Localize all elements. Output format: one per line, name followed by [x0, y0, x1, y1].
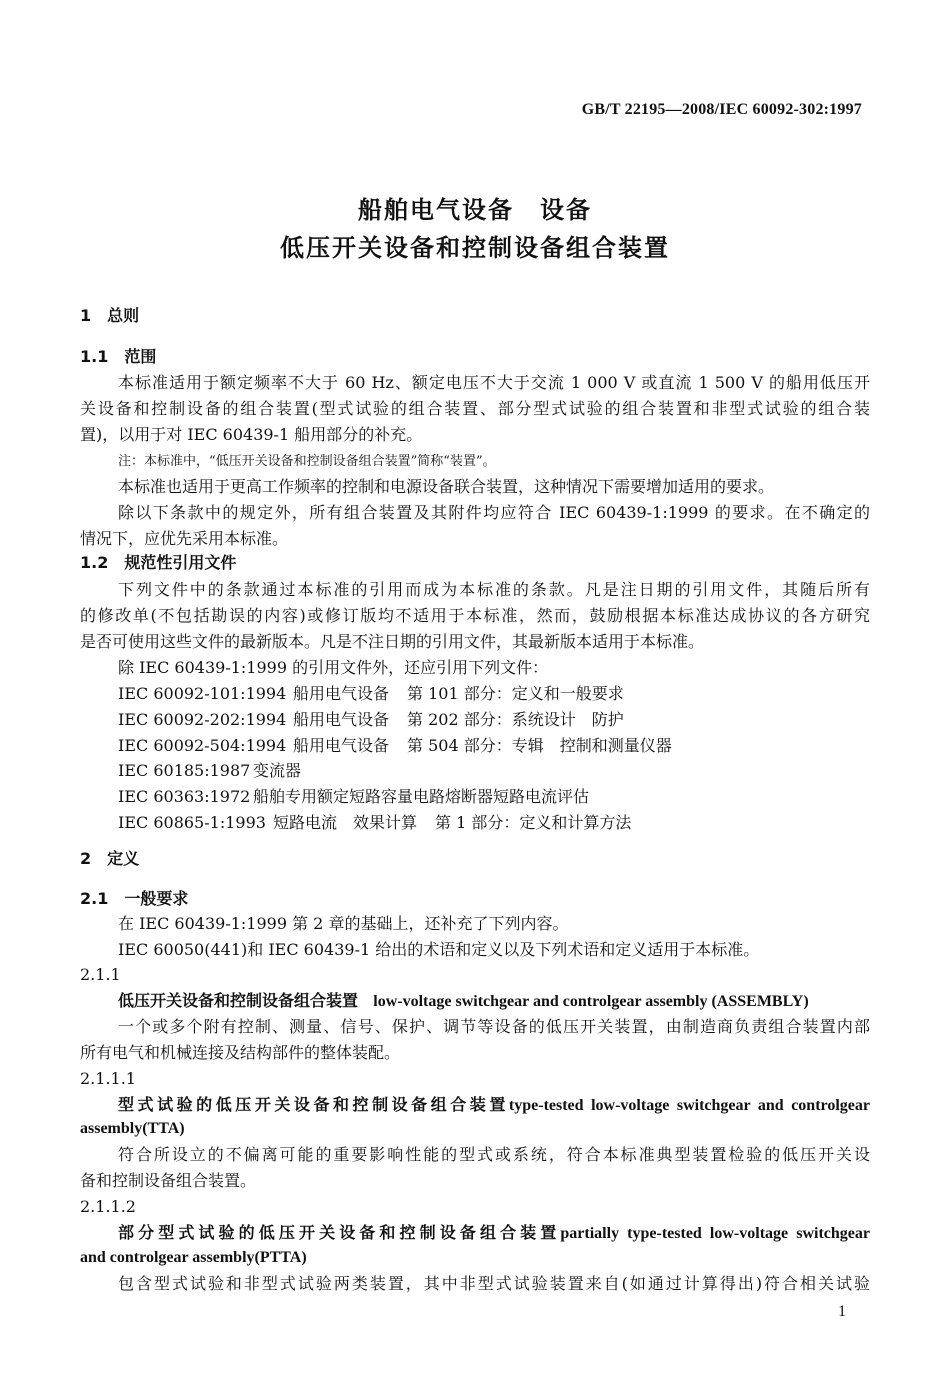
reference-id: IEC 60865-1:1993 — [118, 813, 266, 832]
paragraph-references-intro: 除 IEC 60439-1:1999 的引用文件外，还应引用下列文件： — [118, 658, 549, 677]
reference-id: IEC 60092-101:1994 — [118, 684, 287, 703]
term-cn: 型式试验的低压开关设备和控制设备组合装置 — [118, 1095, 509, 1114]
reference-id: IEC 60363:1972 — [118, 787, 251, 806]
reference-item — [118, 709, 870, 731]
term-ptta-line-1 — [118, 1222, 870, 1245]
reference-title: 短路电流 效果计算 — [273, 813, 418, 832]
reference-title: 变流器 — [253, 761, 302, 780]
paragraph-scope-line-1: 本标准适用于额定频率不大于 60 Hz、额定电压不大于交流 1 000 V 或直流 1 500 V 的船用低压开 — [118, 373, 870, 392]
term-ptta-line-2: and controlgear assembly(PTTA) — [80, 1249, 307, 1266]
reference-title: 船用电气设备 — [293, 710, 390, 729]
standard-number: GB/T 22195—2008/IEC 60092-302:1997 — [581, 101, 862, 118]
reference-item — [118, 812, 870, 834]
section-2-1-heading: 2.1 一般要求 — [80, 889, 189, 908]
section-1-2-heading: 1.2 规范性引用文件 — [80, 553, 237, 572]
paragraph-normative-line-3: 是否可使用这些文件的最新版本。凡是不注日期的引用文件，其最新版本适用于本标准。 — [80, 632, 705, 651]
definition-ptta-line-1: 包含型式试验和非型式试验两类装置，其中非型式试验装置来自(如通过计算得出)符合相关试验 — [118, 1274, 870, 1293]
title-line-1: 船舶电气设备 设备 — [358, 196, 592, 224]
term-cn: 部分型式试验的低压开关设备和控制设备组合装置 — [118, 1223, 561, 1242]
clause-number-2-1-1-1: 2.1.1.1 — [80, 1069, 136, 1088]
paragraph-general-1: 在 IEC 60439-1:1999 第 2 章的基础上，还补充了下列内容。 — [118, 914, 569, 933]
reference-title: 船用电气设备 — [293, 684, 390, 703]
term-en: partially type-tested low-voltage switchgear — [560, 1225, 870, 1242]
term-assembly — [118, 990, 870, 1013]
reference-title: 船舶专用额定短路容量电路熔断器短路电流评估 — [253, 787, 590, 806]
reference-part: 第 1 部分：定义和计算方法 — [435, 813, 632, 832]
section-1-heading: 1 总则 — [80, 306, 140, 325]
clause-number-2-1-1-2: 2.1.1.2 — [80, 1197, 136, 1216]
paragraph-compliance-line-2: 情况下，应优先采用本标准。 — [80, 529, 289, 548]
term-en: type-tested low-voltage switchgear and controlgear — [508, 1097, 870, 1114]
title-line-2: 低压开关设备和控制设备组合装置 — [280, 234, 670, 262]
paragraph-higher-frequency: 本标准也适用于更高工作频率的控制和电源设备联合装置，这种情况下需要增加适用的要求。 — [118, 477, 775, 496]
term-cn: 低压开关设备和控制设备组合装置 — [118, 991, 359, 1010]
paragraph-general-2: IEC 60050(441)和 IEC 60439-1 给出的术语和定义以及下列术语和定义适用于本标准。 — [118, 940, 760, 959]
reference-part: 第 101 部分：定义和一般要求 — [407, 684, 624, 703]
reference-item — [118, 683, 870, 705]
term-tta-line-2: assembly(TTA) — [80, 1120, 185, 1137]
reference-part: 第 504 部分：专辑 控制和测量仪器 — [407, 736, 672, 755]
clause-number-2-1-1: 2.1.1 — [80, 965, 121, 984]
paragraph-scope-line-2: 关设备和控制设备的组合装置(型式试验的组合装置、部分型式试验的组合装置和非型式试验的组合装 — [80, 399, 870, 418]
reference-item — [118, 760, 870, 782]
definition-assembly-line-1: 一个或多个附有控制、测量、信号、保护、调节等设备的低压开关装置，由制造商负责组合装置内部 — [118, 1017, 870, 1036]
note: 注：本标准中，“低压开关设备和控制设备组合装置”简称“装置”。 — [118, 454, 496, 469]
definition-assembly-line-2: 所有电气和机械连接及结构部件的整体装配。 — [80, 1043, 401, 1062]
paragraph-normative-line-2: 的修改单(不包括勘误的内容)或修订版均不适用于本标准，然而，鼓励根据本标准达成协议的各方研究 — [80, 606, 870, 625]
reference-item — [118, 786, 870, 808]
reference-title: 船用电气设备 — [293, 736, 390, 755]
definition-tta-line-1: 符合所设立的不偏离可能的重要影响性能的型式或系统，符合本标准典型装置检验的低压开关设 — [118, 1145, 870, 1164]
paragraph-compliance-line-1: 除以下条款中的规定外，所有组合装置及其附件均应符合 IEC 60439-1:1999 的要求。在不确定的 — [118, 503, 870, 522]
reference-id: IEC 60092-202:1994 — [118, 710, 287, 729]
section-1-1-heading: 1.1 范围 — [80, 347, 157, 366]
reference-item — [118, 735, 870, 757]
section-2-heading: 2 定义 — [80, 849, 140, 868]
definition-tta-line-2: 备和控制设备组合装置。 — [80, 1171, 257, 1190]
reference-part: 第 202 部分：系统设计 防护 — [407, 710, 624, 729]
term-en: low-voltage switchgear and controlgear assembly (ASSEMBLY) — [373, 993, 809, 1010]
paragraph-scope-line-3: 置)，以用于对 IEC 60439-1 船用部分的补充。 — [80, 425, 423, 444]
reference-id: IEC 60092-504:1994 — [118, 736, 287, 755]
term-tta-line-1 — [118, 1094, 870, 1117]
page-number: 1 — [838, 1303, 846, 1320]
reference-id: IEC 60185:1987 — [118, 761, 251, 780]
paragraph-normative-line-1: 下列文件中的条款通过本标准的引用而成为本标准的条款。凡是注日期的引用文件，其随后所有 — [118, 580, 870, 599]
